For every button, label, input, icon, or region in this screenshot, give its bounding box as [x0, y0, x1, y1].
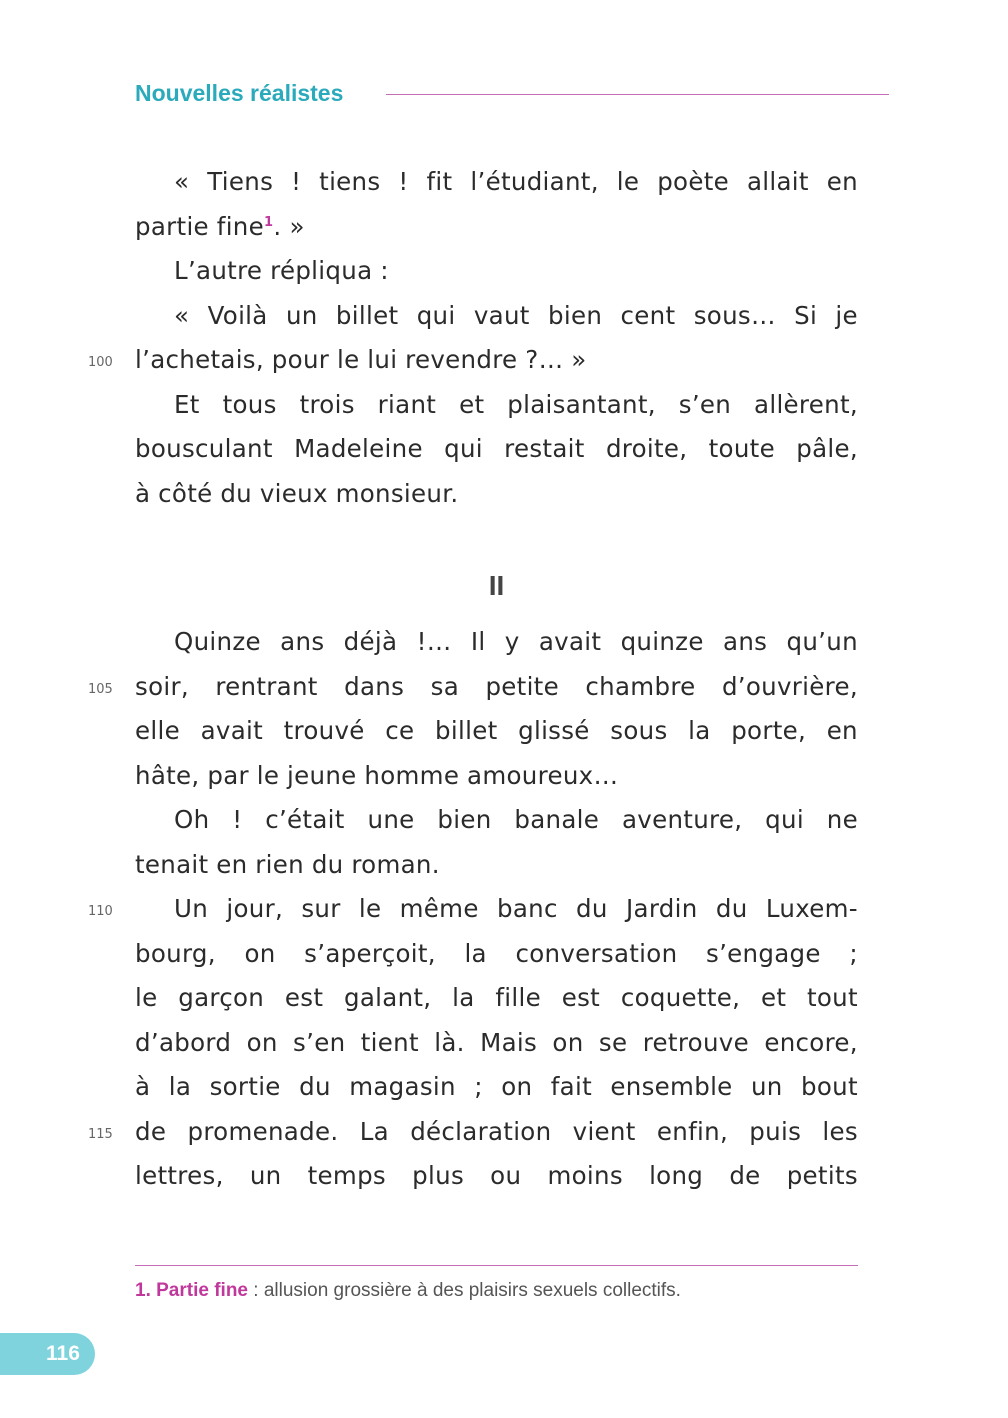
word: ?…: [525, 345, 564, 374]
word: l’étudiant,: [470, 167, 599, 196]
word: à: [135, 478, 151, 508]
word: déjà: [343, 627, 398, 656]
word: pâle,: [796, 434, 858, 463]
word: hâte,: [135, 760, 200, 790]
word: enfin,: [656, 1116, 729, 1146]
word: un: [285, 300, 318, 330]
word: plus: [412, 1161, 465, 1190]
text-line: [88, 887, 858, 932]
word: puis: [749, 1116, 802, 1146]
word: promenade.: [187, 1116, 339, 1146]
word: bien: [437, 805, 492, 834]
word: qu’un: [786, 627, 858, 656]
word-tail: . »: [273, 211, 305, 241]
running-header-title: Nouvelles réalistes: [135, 80, 344, 106]
word: Quinze: [174, 627, 261, 656]
word: la: [688, 716, 711, 745]
word: on: [552, 1027, 584, 1057]
word: garçon: [178, 983, 265, 1012]
word: riant: [377, 389, 437, 419]
footnote-label: 1. Partie fine: [135, 1280, 248, 1301]
word: tout: [806, 983, 858, 1012]
word: billet: [435, 716, 498, 745]
word: ;: [849, 938, 858, 968]
word: petite: [485, 671, 559, 701]
word: du: [220, 478, 253, 508]
word: plaisantant,: [507, 389, 656, 419]
word: magasin: [349, 1072, 456, 1101]
word: monsieur.: [335, 478, 459, 508]
text-line: [135, 1154, 858, 1199]
word: Oh: [174, 805, 210, 834]
word: coquette,: [620, 983, 741, 1012]
word: poète: [657, 167, 729, 196]
word: Voilà: [207, 300, 268, 330]
word: par: [207, 760, 249, 790]
word: du: [299, 1072, 331, 1101]
word: avait: [538, 627, 602, 656]
word: du: [715, 894, 748, 923]
word: elle: [135, 716, 180, 745]
word: homme: [364, 760, 460, 790]
text-line: [135, 205, 858, 250]
word: lui: [367, 345, 398, 374]
footnote: [135, 1280, 681, 1302]
word: d’ouvrière,: [721, 671, 858, 701]
word: le: [336, 345, 360, 374]
word: roman.: [351, 849, 440, 879]
word: partie: [135, 211, 209, 241]
word: d’abord: [135, 1027, 232, 1057]
header-rule: [386, 94, 889, 95]
word: tiens: [319, 167, 381, 196]
text-line: [88, 338, 858, 383]
word: les: [822, 1116, 858, 1146]
word: jour,: [226, 894, 284, 923]
word: répliqua: [270, 256, 373, 285]
word: Il: [470, 627, 486, 656]
word: »: [571, 345, 587, 374]
word: qui: [416, 300, 456, 330]
word: ;: [474, 1072, 483, 1101]
word: qui: [765, 805, 804, 834]
word: billet: [335, 300, 399, 330]
word: amoureux…: [467, 760, 619, 790]
word: rien: [255, 849, 304, 879]
word: chambre: [585, 671, 696, 701]
word: de: [729, 1161, 761, 1190]
word: ne: [826, 805, 858, 834]
word: une: [367, 805, 415, 834]
word: tient: [360, 1027, 419, 1057]
word: un: [750, 1072, 783, 1101]
word: du: [576, 894, 608, 923]
word: sous…: [693, 300, 776, 330]
word: sa: [430, 671, 460, 701]
word: on: [501, 1072, 533, 1101]
word: est: [284, 983, 324, 1012]
text-line: [135, 427, 858, 472]
word: toute: [708, 434, 775, 463]
word: vient: [572, 1116, 636, 1146]
word: qui: [444, 434, 483, 463]
word: bousculant: [135, 434, 273, 463]
word: est: [561, 983, 601, 1012]
word: L’autre: [174, 256, 263, 285]
line-number: 115: [88, 1126, 113, 1142]
word: retrouve: [642, 1027, 749, 1057]
text-line: [135, 932, 858, 977]
word: le: [135, 983, 158, 1012]
word: ans: [723, 627, 768, 656]
word: lettres,: [135, 1161, 224, 1190]
text-line: [135, 976, 858, 1021]
word: déclaration: [410, 1116, 552, 1146]
word: porte,: [731, 716, 807, 745]
word: et: [760, 983, 787, 1012]
word: et: [459, 389, 485, 419]
word: allèrent,: [754, 389, 858, 419]
word: fine: [216, 211, 264, 241]
text-line: [135, 798, 858, 843]
word: Tiens: [207, 167, 274, 196]
word: !: [398, 167, 409, 196]
text-line: [135, 843, 858, 888]
word: encore,: [764, 1027, 858, 1057]
word: :: [380, 256, 389, 285]
word: ou: [490, 1161, 522, 1190]
text-block-1: [88, 160, 858, 516]
word: jeune: [287, 760, 357, 790]
word: ans: [280, 627, 325, 656]
word: banc: [497, 894, 558, 923]
word: c’était: [265, 805, 345, 834]
word: Luxem-: [765, 894, 858, 923]
word: trouvé: [283, 716, 365, 745]
text-block-2: [88, 620, 858, 1199]
word: le: [256, 760, 280, 790]
word: conversation: [515, 938, 678, 968]
word: Et: [174, 389, 200, 419]
word: là.: [434, 1027, 465, 1057]
word: allait: [746, 167, 809, 196]
word: s’aperçoit,: [304, 938, 436, 968]
text-line: [88, 665, 858, 710]
text-line: [135, 620, 858, 665]
word: La: [359, 1116, 389, 1146]
word: on: [244, 938, 276, 968]
word: Madeleine: [294, 434, 423, 463]
text-line: [135, 383, 858, 428]
word: cent: [620, 300, 676, 330]
word: !: [232, 805, 243, 834]
word: sous: [610, 716, 668, 745]
word: se: [598, 1027, 628, 1057]
word: avait: [200, 716, 264, 745]
word: bout: [801, 1072, 858, 1101]
footnote-text: : allusion grossière à des plaisirs sexuels collectifs.: [248, 1280, 681, 1301]
word: «: [174, 167, 190, 196]
text-line: [135, 754, 858, 799]
word: bourg,: [135, 938, 216, 968]
word: pour: [271, 345, 330, 374]
word: !: [291, 167, 302, 196]
word: rentrant: [215, 671, 318, 701]
word: fille: [495, 983, 541, 1012]
word: de: [135, 1116, 167, 1146]
word: soir,: [135, 671, 189, 701]
word: la: [168, 1072, 192, 1101]
line-number: 105: [88, 681, 113, 697]
word: le: [616, 167, 640, 196]
line-number: 110: [88, 904, 113, 919]
word: à: [135, 1072, 151, 1101]
page-number-tab: [0, 1333, 95, 1375]
word: tous: [222, 389, 277, 419]
line-number: 100: [88, 355, 113, 370]
word: dans: [344, 671, 405, 701]
word: !…: [416, 627, 452, 656]
word: en: [216, 849, 248, 879]
word: bien: [548, 300, 603, 330]
word: fit: [426, 167, 453, 196]
word: trois: [299, 389, 355, 419]
text-line: [88, 1110, 858, 1155]
word: sortie: [209, 1072, 281, 1101]
word: du: [311, 849, 344, 879]
word: Si: [794, 300, 818, 330]
word: Jardin: [626, 894, 698, 923]
text-line: [135, 709, 858, 754]
word: l’achetais,: [135, 345, 264, 374]
word: banale: [514, 805, 600, 834]
word: côté: [158, 478, 213, 508]
word: en: [826, 167, 858, 196]
word: droite,: [605, 434, 688, 463]
word: Un: [174, 894, 209, 923]
section-heading: II: [488, 570, 505, 601]
text-line: [135, 1065, 858, 1110]
word: aventure,: [621, 805, 743, 834]
word: un: [249, 1161, 282, 1190]
word: ensemble: [610, 1072, 733, 1101]
word: s’en: [293, 1027, 346, 1057]
word: la: [464, 938, 487, 968]
word: le: [358, 894, 382, 923]
word: galant,: [343, 983, 432, 1012]
word: glissé: [518, 716, 590, 745]
word: la: [452, 983, 475, 1012]
word: tenait: [135, 849, 209, 879]
text-line: [135, 294, 858, 339]
word: en: [826, 716, 858, 745]
footnote-reference[interactable]: 1: [264, 214, 274, 230]
word: moins: [547, 1161, 623, 1190]
word: restait: [504, 434, 585, 463]
word: on: [246, 1027, 278, 1057]
text-line: [135, 472, 858, 517]
word: même: [399, 894, 479, 923]
word: s’engage: [706, 938, 821, 968]
word: je: [835, 300, 858, 330]
word: petits: [786, 1161, 858, 1190]
word: y: [504, 627, 520, 656]
page-number: 116: [46, 1342, 80, 1365]
word: quinze: [620, 627, 704, 656]
word: temps: [307, 1161, 386, 1190]
word: fait: [550, 1072, 593, 1101]
text-line: [135, 249, 858, 294]
word: long: [649, 1161, 704, 1190]
word: s’en: [678, 389, 732, 419]
word: revendre: [405, 345, 518, 374]
word: vieux: [259, 478, 328, 508]
word: «: [174, 300, 190, 330]
text-line: [135, 1021, 858, 1066]
word: sur: [301, 894, 341, 923]
word: ce: [385, 716, 415, 745]
word: Mais: [480, 1027, 538, 1057]
word: vaut: [473, 300, 530, 330]
text-line: [135, 160, 858, 205]
footnote-rule: [135, 1265, 858, 1266]
